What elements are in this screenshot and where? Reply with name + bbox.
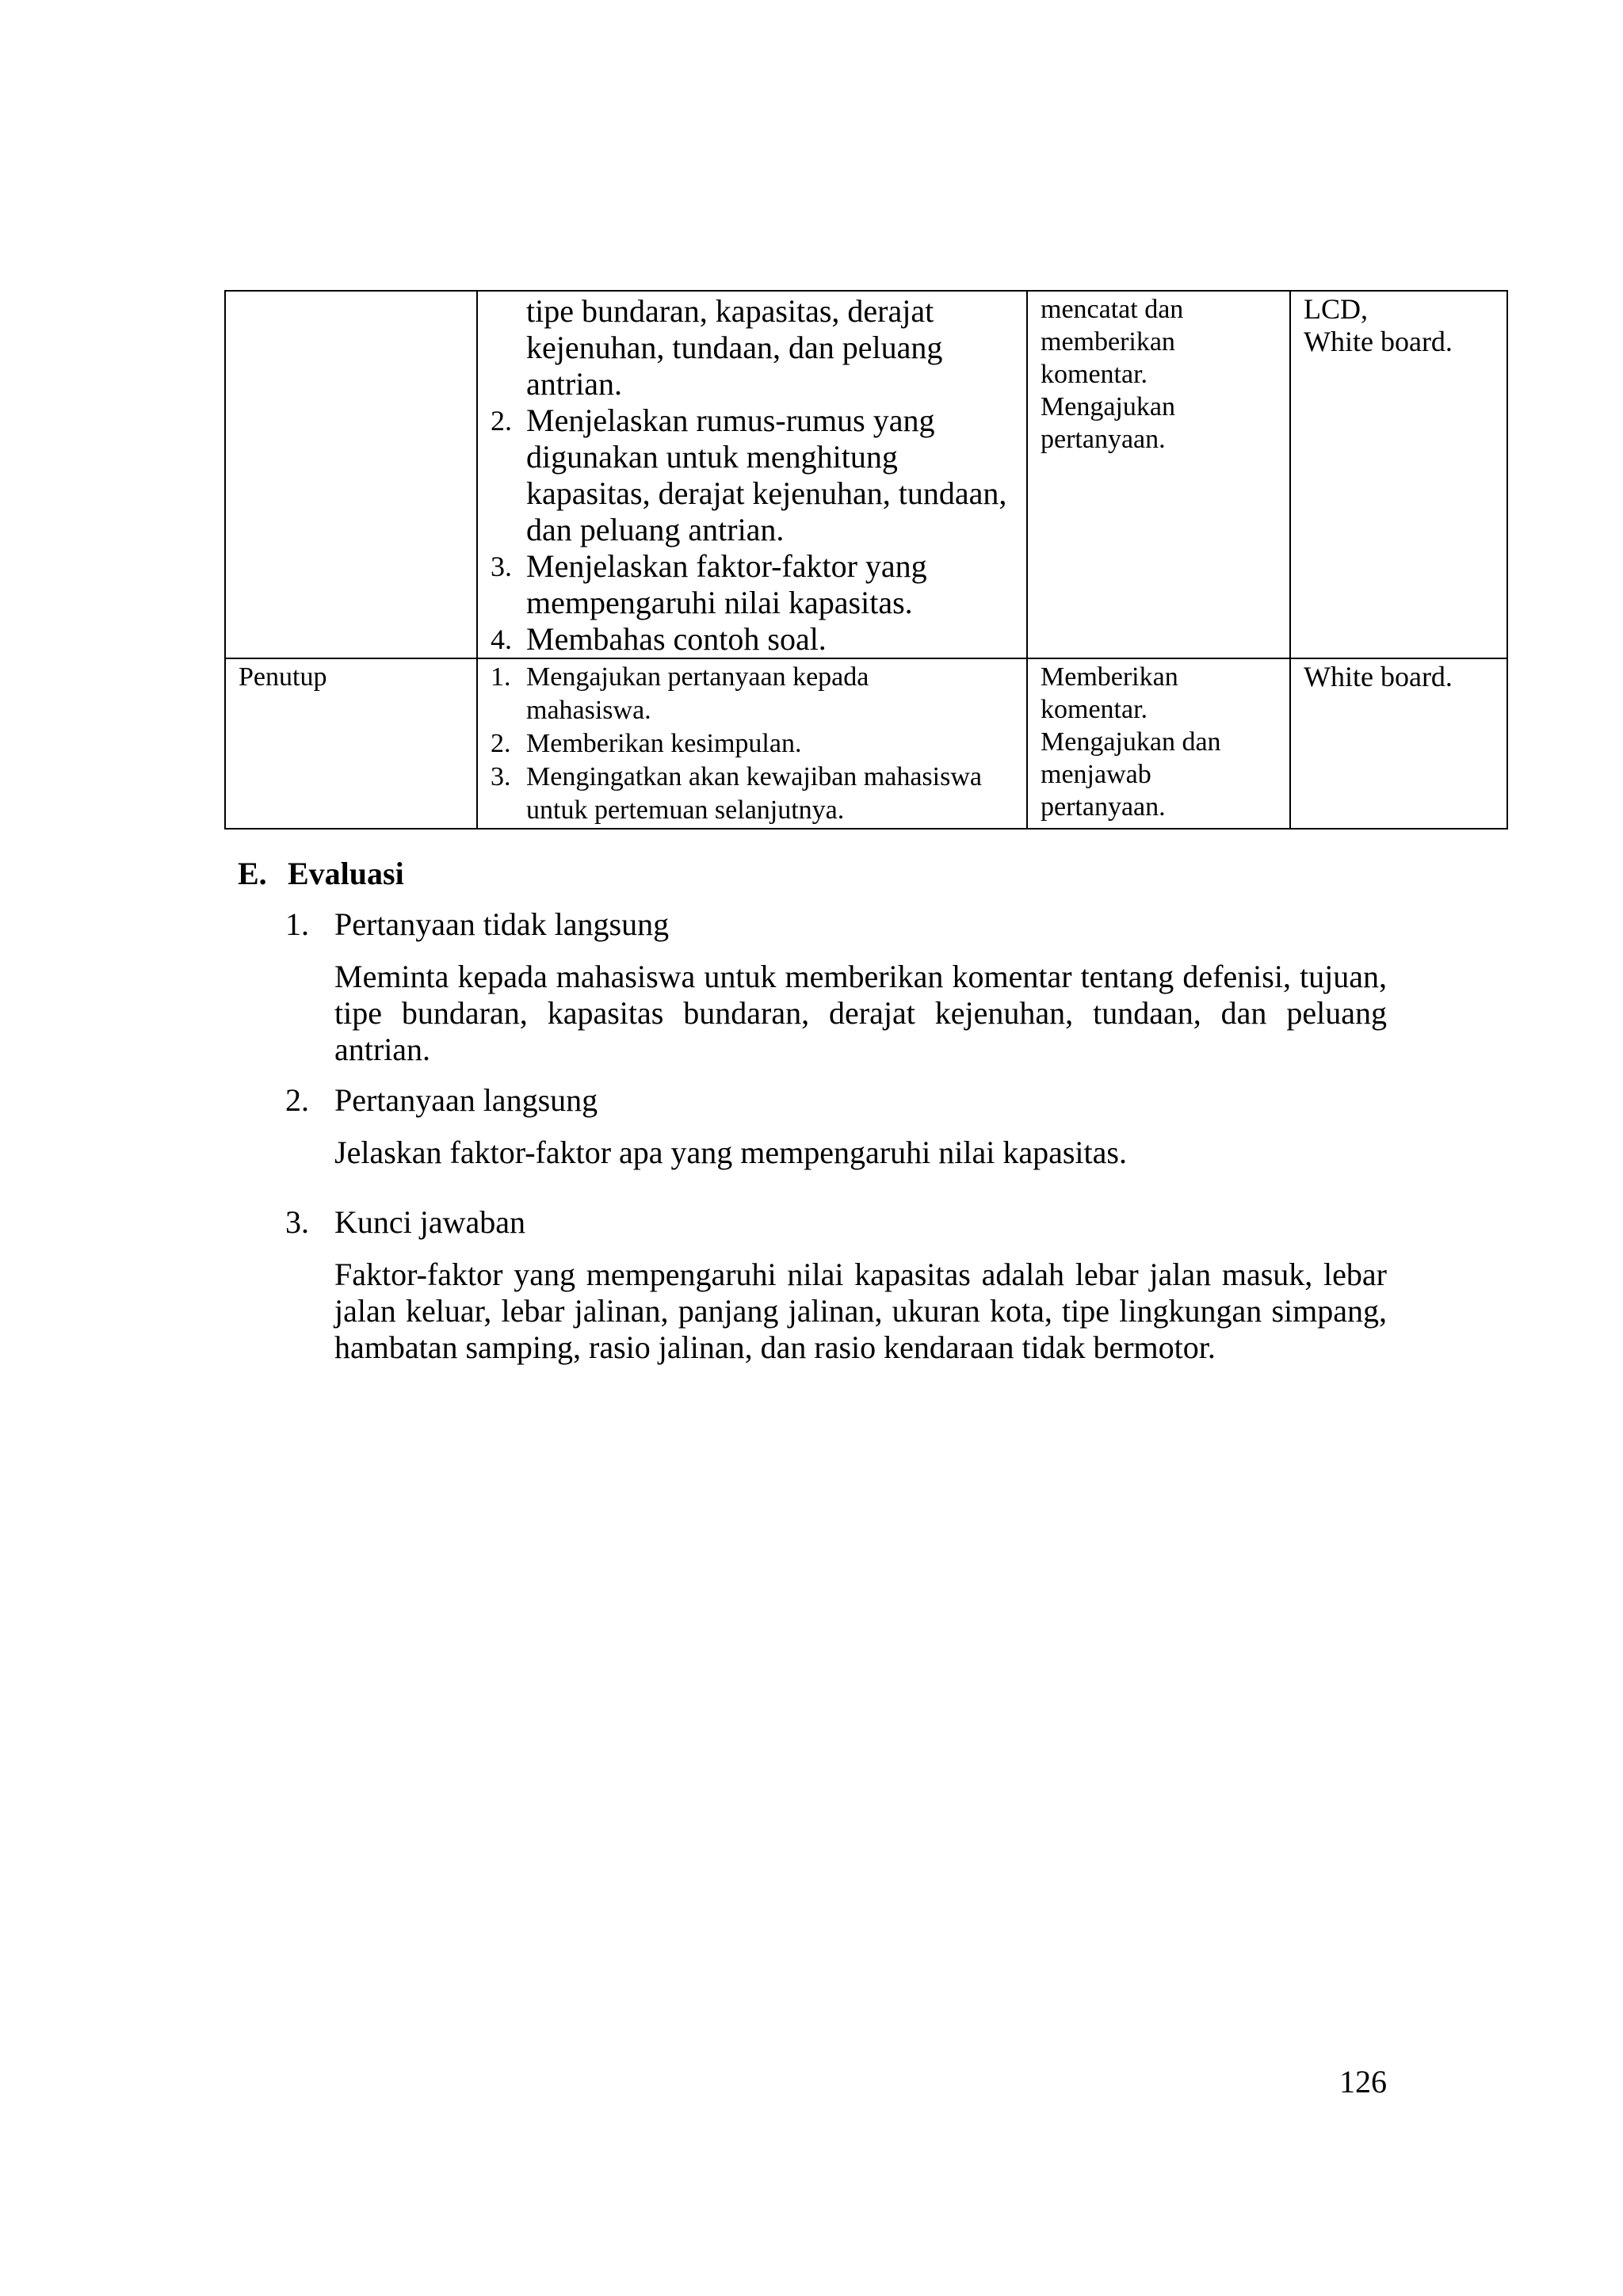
list-item: tipe bundaran, kapasitas, derajat kejenuhan, tundaan, dan peluang antrian. bbox=[526, 293, 943, 402]
evaluation-item-body: Faktor-faktor yang mempengaruhi nilai kapasitas adalah lebar jalan masuk, lebar jalan keluar, lebar jalinan, panjang jalinan, ukuran kota, tipe lingkungan simpang, hambatan samping, rasio jalinan, dan rasio kendaraan tidak bermotor. bbox=[334, 1257, 1387, 1365]
page-number: 126 bbox=[1339, 2064, 1387, 2100]
student-activity-cell: Memberikan komentar. Mengajukan dan menjawab pertanyaan. bbox=[1027, 658, 1290, 829]
lesson-plan-table bbox=[224, 290, 1508, 830]
list-item: 2. Memberikan kesimpulan. bbox=[491, 729, 802, 758]
evaluation-item-body: Jelaskan faktor-faktor apa yang mempengaruhi nilai kapasitas. bbox=[334, 1135, 1127, 1170]
media-cell: White board. bbox=[1290, 658, 1507, 829]
list-item: 3. Mengingatkan akan kewajiban mahasiswa untuk pertemuan selanjutnya. bbox=[491, 762, 982, 825]
evaluation-item-body: Meminta kepada mahasiswa untuk memberikan komentar tentang defenisi, tujuan, tipe bundaran, kapasitas bundaran, derajat kejenuhan, tundaan, dan peluang antrian. bbox=[334, 959, 1387, 1067]
section-heading: E. Evaluasi bbox=[238, 856, 404, 891]
student-activity-cell: mencatat dan memberikan komentar. Mengajukan pertanyaan. bbox=[1027, 291, 1290, 658]
activity-list bbox=[478, 661, 1026, 827]
table-row bbox=[225, 291, 1507, 658]
evaluation-section bbox=[238, 856, 1387, 1366]
stage-cell bbox=[225, 291, 477, 658]
stage-cell: Penutup bbox=[225, 658, 477, 829]
activity-cell bbox=[477, 658, 1027, 829]
media-cell: LCD, White board. bbox=[1290, 291, 1507, 658]
list-item: 4. Membahas contoh soal. bbox=[491, 621, 827, 657]
list-item: 2. Menjelaskan rumus-rumus yang digunakan untuk menghitung kapasitas, derajat kejenuhan, tundaan, dan peluang antrian. bbox=[491, 402, 1007, 547]
list-item: 3. Menjelaskan faktor-faktor yang mempengaruhi nilai kapasitas. bbox=[491, 548, 927, 620]
list-item: 1. Mengajukan pertanyaan kepada mahasiswa. bbox=[491, 662, 869, 725]
table-row bbox=[225, 658, 1507, 829]
evaluation-item: 2. Pertanyaan langsung bbox=[285, 1082, 598, 1118]
evaluation-item: 1. Pertanyaan tidak langsung bbox=[285, 906, 670, 942]
activity-cell bbox=[477, 291, 1027, 658]
activity-list bbox=[478, 293, 1026, 658]
evaluation-item: 3. Kunci jawaban bbox=[285, 1204, 526, 1240]
